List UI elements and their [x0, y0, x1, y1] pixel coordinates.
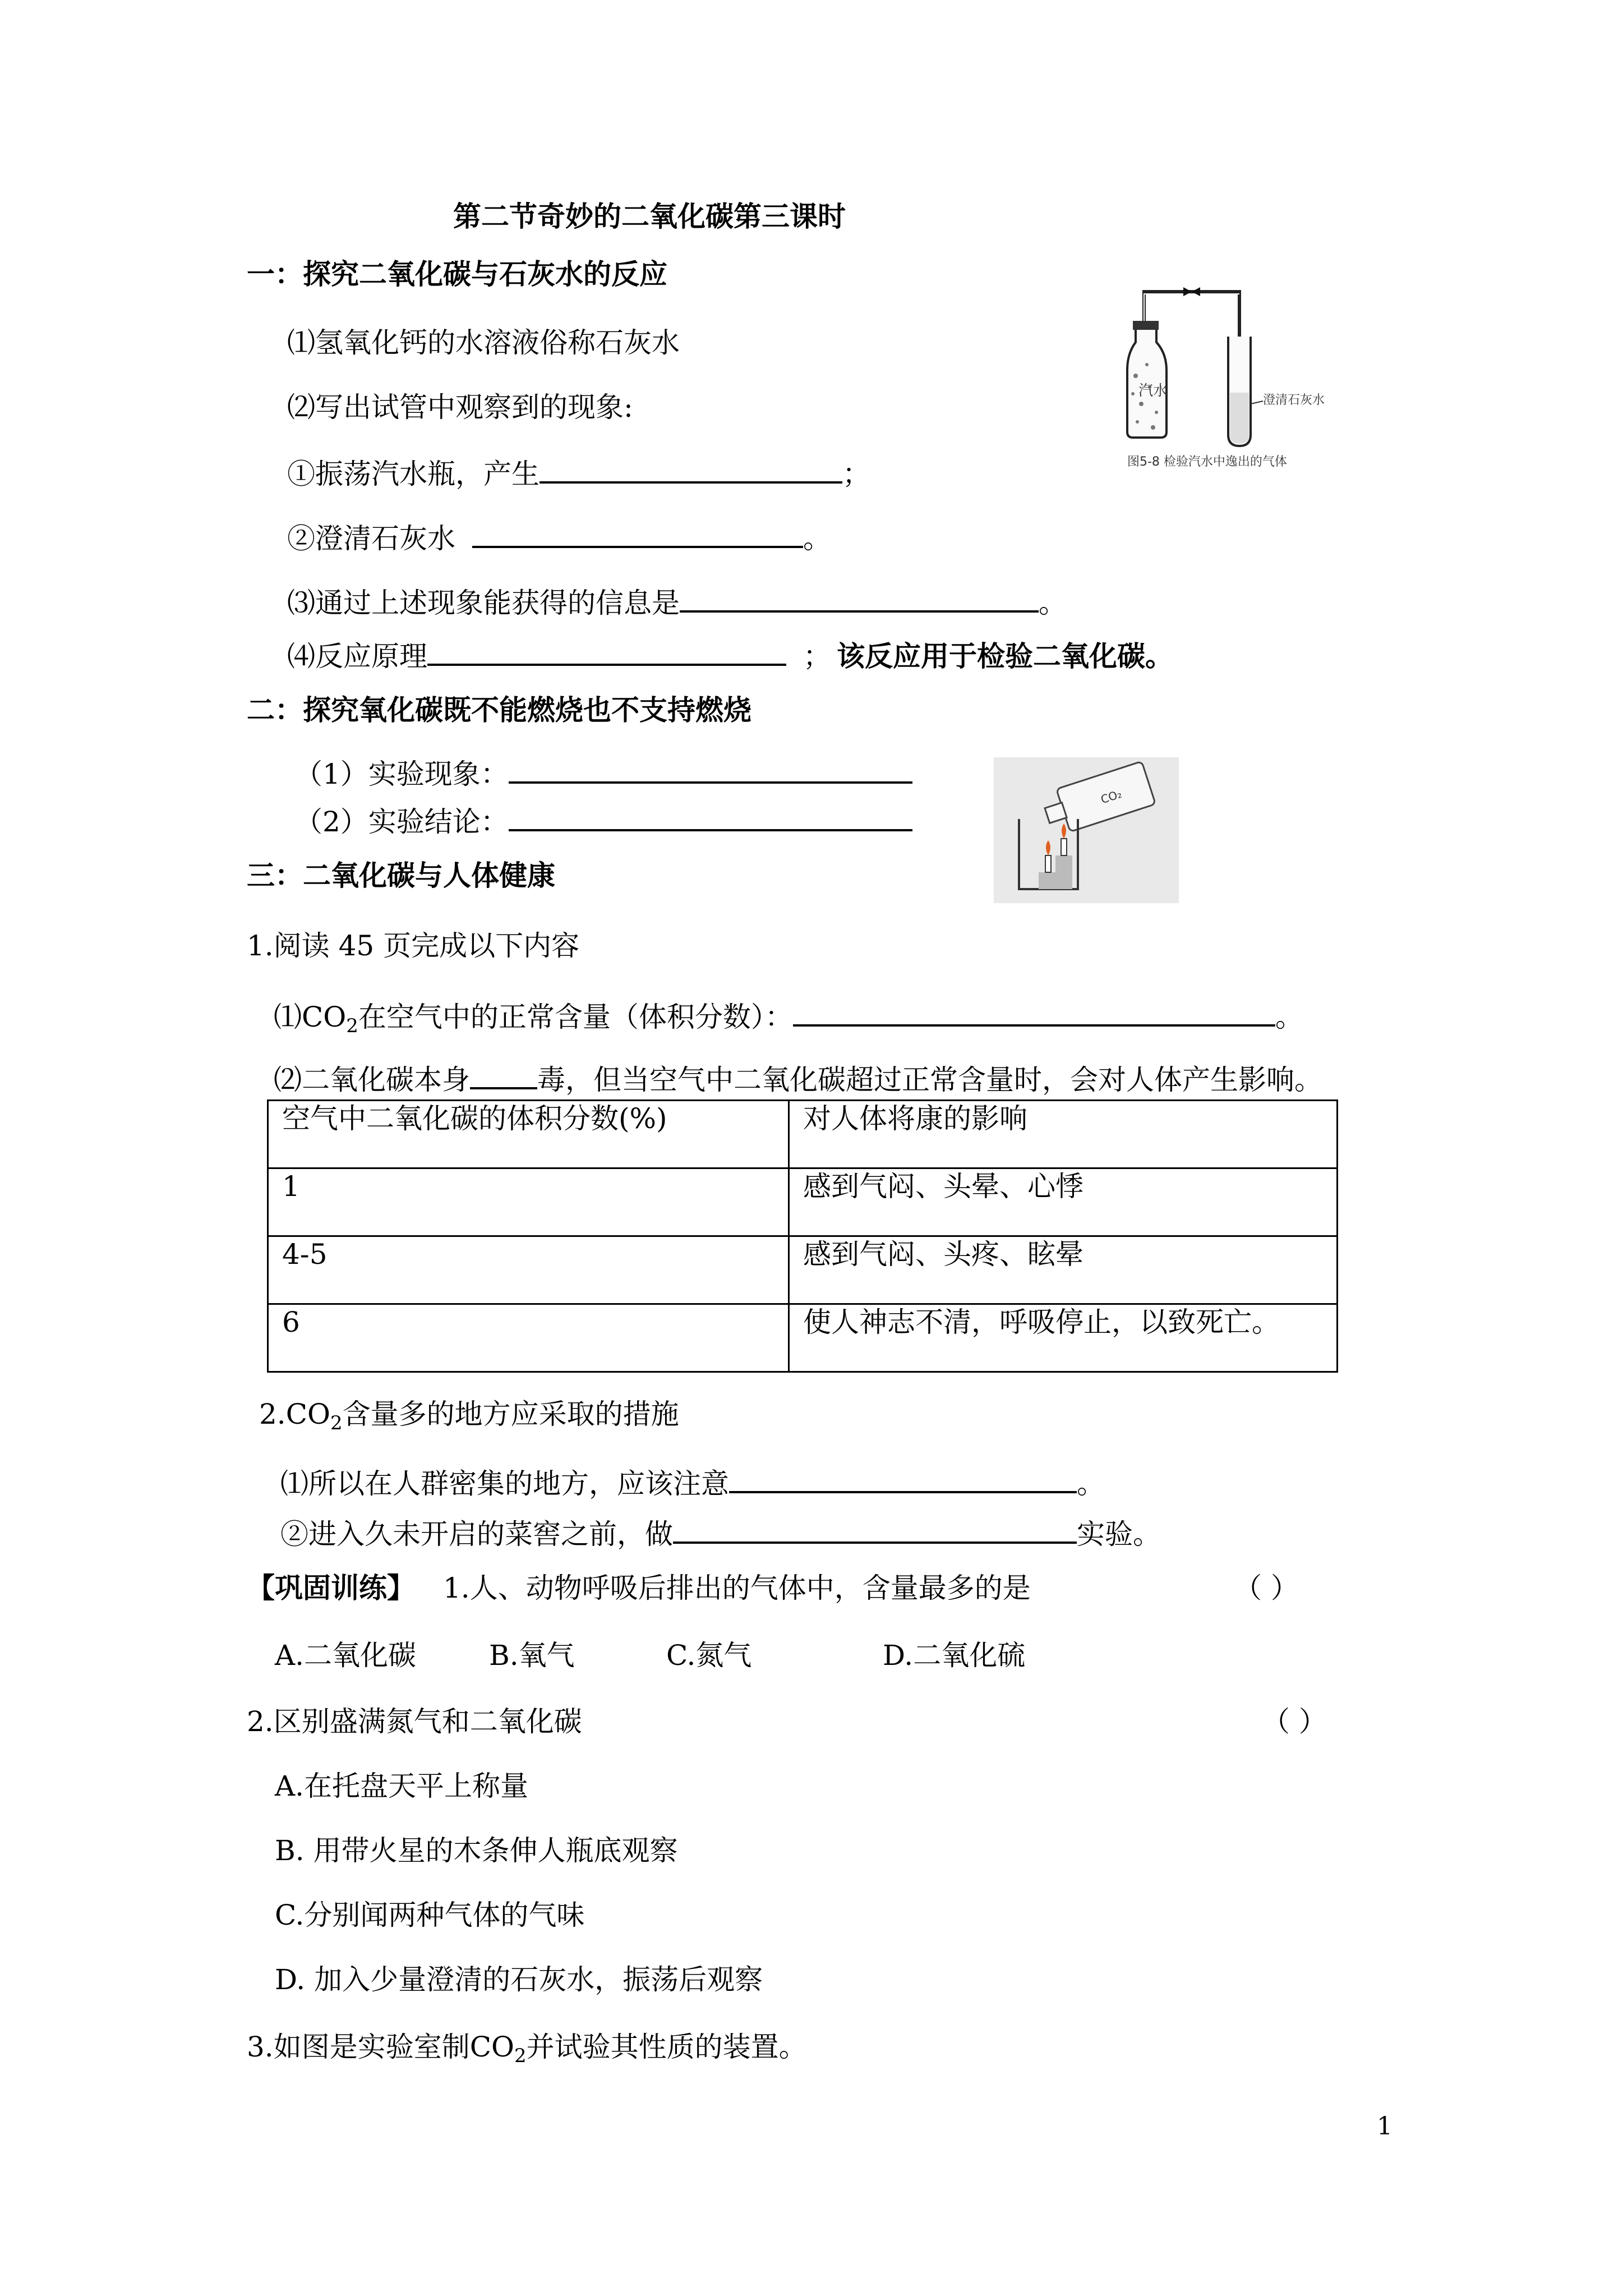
section2-item1: （1）实验现象：	[294, 754, 912, 792]
section1-item4: ⑷反应原理 ； 该反应用于检验二氧化碳。	[287, 637, 1173, 674]
q1-option-a: A.二氧化碳	[275, 1639, 417, 1672]
section3-heading: 三：二氧化碳与人体健康	[247, 859, 555, 892]
section1-item2: ⑵写出试管中观察到的现象:	[287, 391, 633, 424]
tube-label: 澄清石灰水	[1263, 393, 1325, 407]
answer-blank[interactable]	[509, 754, 912, 784]
section1-heading: 一：探究二氧化碳与石灰水的反应	[247, 257, 667, 291]
answer-blank[interactable]	[427, 637, 786, 666]
practice-q1: 【巩固训练】 1.人、动物呼吸后排出的气体中，含量最多的是	[247, 1571, 1031, 1604]
practice-q2-paren: （ ）	[1262, 1705, 1327, 1738]
section3-q2: ⑵二氧化碳本身 毒，但当空气中二氧化碳超过正常含量时，会对人体产生影响。	[274, 1060, 1322, 1097]
bottle-label: 汽水	[1138, 383, 1168, 399]
soda-limewater-apparatus-figure	[1116, 275, 1329, 477]
practice-q2: 2.区别盛满氮气和二氧化碳	[247, 1705, 582, 1738]
answer-blank[interactable]	[472, 519, 803, 548]
q1-option-c: C.氮气	[666, 1639, 752, 1672]
figure-caption: 图5-8 检验汽水中逸出的气体	[1127, 455, 1287, 469]
answer-blank[interactable]	[509, 802, 912, 831]
co2-candle-experiment-figure	[994, 757, 1179, 903]
q1-option-d: D.二氧化硫	[883, 1639, 1026, 1672]
answer-blank[interactable]	[680, 583, 1039, 613]
answer-blank[interactable]	[470, 1060, 537, 1089]
q2-option-c: C.分别闻两种气体的气味	[275, 1899, 585, 1931]
section1-item2a: ①振荡汽水瓶，产生 ；	[287, 454, 870, 491]
section1-item1: ⑴氢氧化钙的水溶液俗称石灰水	[287, 326, 680, 359]
table-cell: 使人神志不清，呼吸停止，以致死亡。	[789, 1304, 1338, 1372]
section2-item2: （2）实验结论：	[294, 802, 912, 839]
page-number: 1	[1377, 2112, 1393, 2141]
practice-q3: 3.如图是实验室制$CO_2$并试验其性质的装置。	[247, 2031, 807, 2067]
co2-jar-label: CO₂	[1099, 786, 1124, 807]
section3-measures: $2.CO_2$含量多的地方应采取的措施	[259, 1398, 679, 1434]
table-header-cell: 空气中二氧化碳的体积分数(%)	[268, 1101, 789, 1168]
table-cell: 感到气闷、头晕、心悸	[789, 1168, 1338, 1236]
table-cell: 1	[268, 1168, 789, 1236]
table-cell: 6	[268, 1304, 789, 1372]
table-header-row	[268, 1101, 1338, 1168]
table-row	[268, 1304, 1338, 1372]
section3-q1: $⑴CO_2$在空气中的正常含量（体积分数）： 。	[274, 997, 1303, 1038]
section1-item2b: ②澄清石灰水 。	[287, 519, 831, 556]
q2-option-a: A.在托盘天平上称量	[275, 1770, 529, 1802]
table-row	[268, 1236, 1338, 1304]
q2-option-d: D. 加入少量澄清的石灰水，振荡后观察	[275, 1963, 763, 1996]
section1-item3: ⑶通过上述现象能获得的信息是 。	[287, 583, 1067, 620]
table-header-cell: 对人体将康的影响	[789, 1101, 1338, 1168]
answer-blank[interactable]	[540, 454, 842, 484]
table-row	[268, 1168, 1338, 1236]
co2-health-table	[267, 1099, 1338, 1373]
section3-m1: ⑴所以在人群密集的地方，应该注意 。	[280, 1464, 1105, 1501]
table-cell: 感到气闷、头疼、眩晕	[789, 1236, 1338, 1304]
table-cell: 4-5	[268, 1236, 789, 1304]
section3-read: 1.阅读 45 页完成以下内容	[247, 930, 580, 962]
answer-blank[interactable]	[673, 1515, 1077, 1544]
practice-q1-paren: （ ）	[1234, 1572, 1299, 1604]
section2-heading: 二：探究氧化碳既不能燃烧也不支持燃烧	[247, 693, 751, 726]
section3-m2: ②进入久未开启的菜窖之前，做 实验。	[280, 1515, 1161, 1552]
answer-blank[interactable]	[793, 997, 1275, 1027]
q2-option-b: B. 用带火星的木条伸人瓶底观察	[275, 1834, 678, 1867]
q1-option-b: B.氧气	[489, 1639, 575, 1672]
answer-blank[interactable]	[729, 1464, 1077, 1493]
page-title: 第二节奇妙的二氧化碳第三课时	[453, 200, 846, 233]
